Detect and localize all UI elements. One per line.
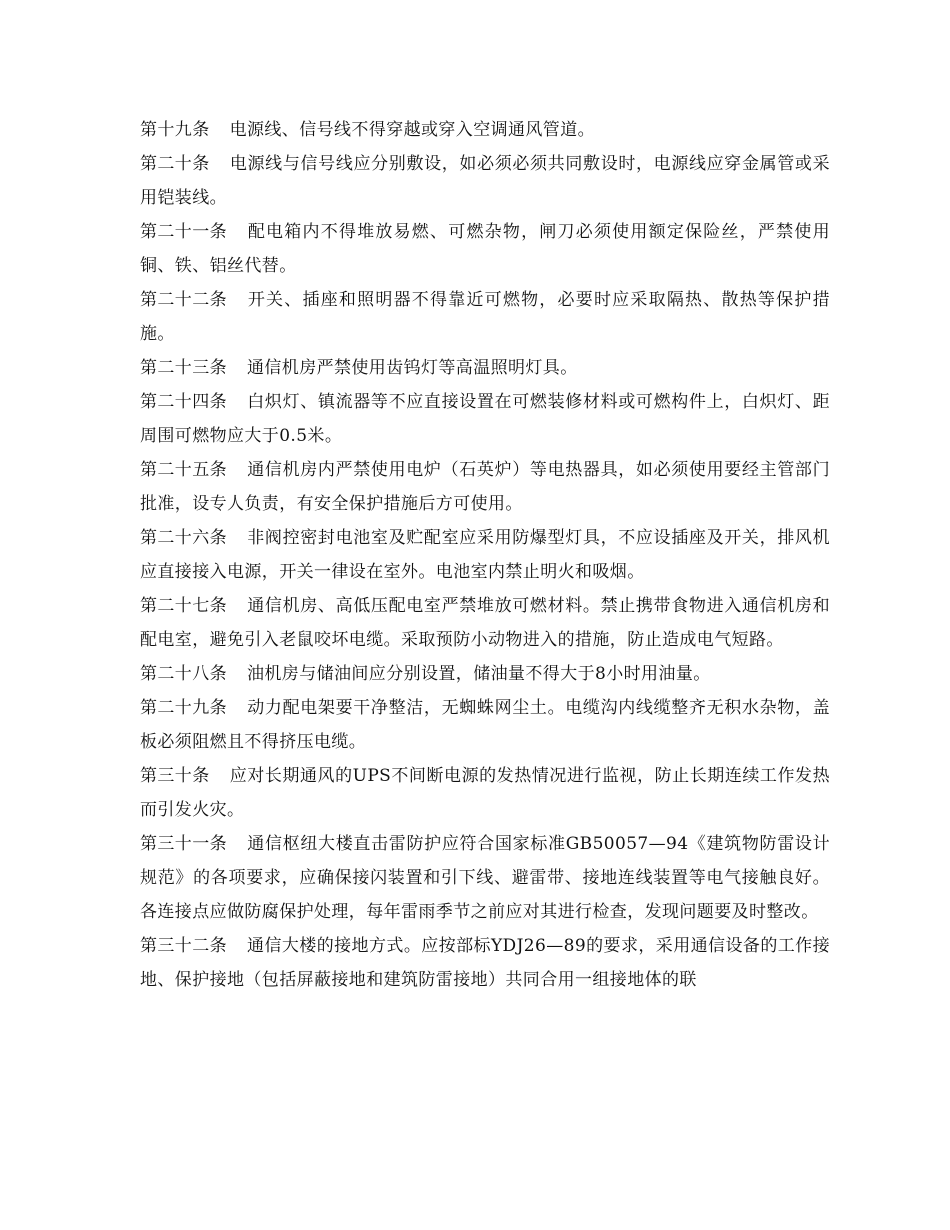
article-number: 第三十二条: [140, 936, 227, 956]
article-30: [140, 759, 830, 827]
article-26: [140, 521, 830, 589]
document-body: [140, 113, 830, 997]
article-text: 白炽灯、镇流器等不应直接设置在可燃装修材料或可燃构件上，白炽灯、距周围可燃物应大于0.5米。: [140, 392, 830, 446]
article-28: [140, 657, 830, 691]
article-text: 通信大楼的接地方式。应按部标YDJ26—89的要求，采用通信设备的工作接地、保护接地（包括屏蔽接地和建筑防雷接地）共同合用一组接地体的联: [140, 936, 830, 990]
article-number: 第三十条: [140, 766, 210, 786]
article-text: 油机房与储油间应分别设置，储油量不得大于8小时用油量。: [247, 664, 711, 684]
article-number: 第三十一条: [140, 834, 227, 854]
article-text: 通信机房、高低压配电室严禁堆放可燃材料。禁止携带食物进入通信机房和配电室，避免引入老鼠咬坏电缆。采取预防小动物进入的措施，防止造成电气短路。: [140, 596, 830, 650]
article-number: 第二十一条: [140, 222, 227, 242]
article-number: 第二十八条: [140, 664, 227, 684]
article-19: [140, 113, 830, 147]
article-text: 通信机房严禁使用齿钨灯等高温照明灯具。: [247, 358, 578, 378]
article-number: 第二十七条: [140, 596, 227, 616]
article-number: 第二十六条: [140, 528, 227, 548]
article-number: 第二十九条: [140, 698, 227, 718]
article-number: 第二十四条: [140, 392, 227, 412]
article-text: 电源线与信号线应分别敷设，如必须必须共同敷设时，电源线应穿金属管或采用铠装线。: [140, 154, 830, 208]
article-text: 电源线、信号线不得穿越或穿入空调通风管道。: [229, 120, 596, 140]
article-29: [140, 691, 830, 759]
article-31: [140, 827, 830, 929]
article-22: [140, 283, 830, 351]
article-24: [140, 385, 830, 453]
article-number: 第二十五条: [140, 460, 227, 480]
article-text: 开关、插座和照明器不得靠近可燃物，必要时应采取隔热、散热等保护措施。: [140, 290, 830, 344]
article-text: 非阀控密封电池室及贮配室应采用防爆型灯具，不应设插座及开关，排风机应直接接入电源，开关一律设在室外。电池室内禁止明火和吸烟。: [140, 528, 830, 582]
article-text: 动力配电架要干净整洁，无蜘蛛网尘土。电缆沟内线缆整齐无积水杂物，盖板必须阻燃且不得挤压电缆。: [140, 698, 830, 752]
article-32: [140, 929, 830, 997]
article-27: [140, 589, 830, 657]
article-number: 第二十二条: [140, 290, 227, 310]
article-text: 应对长期通风的UPS不间断电源的发热情况进行监视，防止长期连续工作发热而引发火灾。: [140, 766, 830, 820]
article-23: [140, 351, 830, 385]
article-text: 配电箱内不得堆放易燃、可燃杂物，闸刀必须使用额定保险丝，严禁使用铜、铁、铝丝代替。: [140, 222, 830, 276]
article-number: 第二十条: [140, 154, 210, 174]
article-21: [140, 215, 830, 283]
article-20: [140, 147, 830, 215]
article-text: 通信枢纽大楼直击雷防护应符合国家标准GB50057—94《建筑物防雷设计规范》的各项要求，应确保接闪装置和引下线、避雷带、接地连线装置等电气接触良好。各连接点应做防腐保护处理，每年雷雨季节之前应对其进行检查，发现问题要及时整改。: [140, 834, 830, 922]
article-text: 通信机房内严禁使用电炉（石英炉）等电热器具，如必须使用要经主管部门批准，设专人负责，有安全保护措施后方可使用。: [140, 460, 830, 514]
article-number: 第十九条: [140, 120, 210, 140]
article-25: [140, 453, 830, 521]
article-number: 第二十三条: [140, 358, 227, 378]
